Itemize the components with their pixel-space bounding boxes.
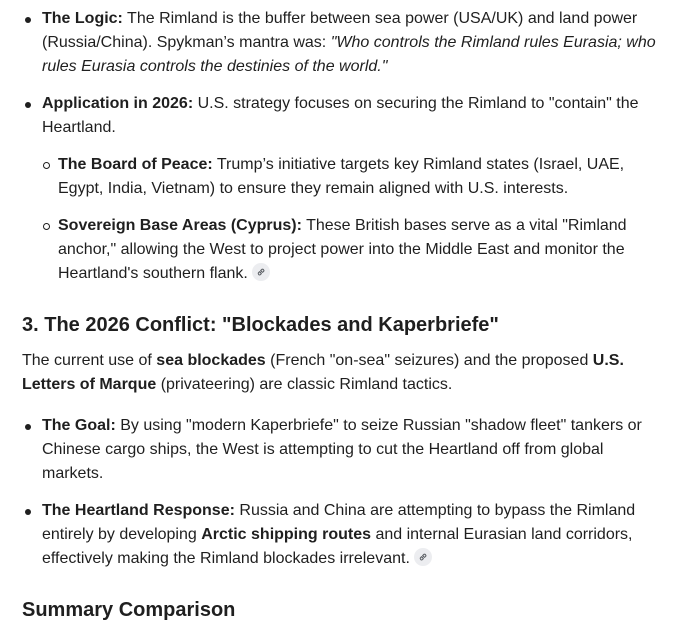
source-link-button[interactable] (252, 263, 270, 281)
spykman-quote: "Who controls the Rimland rules Eurasia; who rules Eurasia controls the destinies of the world." (42, 34, 656, 75)
list-item-the-goal (0, 414, 678, 486)
item-label: The Goal: (42, 417, 116, 434)
para-text: (French "on-sea" seizures) and the proposed (265, 352, 593, 369)
item-label: The Board of Peace: (58, 156, 213, 173)
para-bold: U.S. Letters of Marque (22, 352, 624, 393)
sub-item-sovereign-base-areas (0, 214, 678, 286)
para-text: The current use of (22, 352, 157, 369)
sub-item-board-of-peace (0, 153, 678, 201)
para-text: (privateering) are classic Rimland tactics. (156, 376, 453, 393)
item-text: and internal Eurasian land corridors, effectively making the Rimland blockades irrelevant. (42, 526, 633, 567)
source-link-button[interactable] (414, 548, 432, 566)
item-label: The Logic: (42, 10, 123, 27)
section-paragraph (0, 349, 678, 397)
list-item-heartland-response (0, 499, 678, 571)
item-text: U.S. strategy focuses on securing the Rimland to "contain" the Heartland. (42, 95, 639, 136)
sub-bullet-ring (43, 162, 50, 169)
sub-bullet-ring (43, 223, 50, 230)
item-text: The Rimland is the buffer between sea power (USA/UK) and land power (Russia/China). Spykman’s mantra was: (42, 10, 638, 51)
item-bold: Arctic shipping routes (201, 526, 372, 543)
bullet-dot (25, 509, 31, 515)
link-icon (418, 552, 428, 562)
item-text: By using "modern Kaperbriefe" to seize Russian "shadow fleet" tankers or Chinese cargo ships, the West is attempting to cut the Heartland off from global markets. (42, 417, 642, 482)
para-bold: sea blockades (156, 352, 266, 369)
bullet-dot (25, 424, 31, 430)
item-text: Trump’s initiative targets key Rimland states (Israel, UAE, Egypt, India, Vietnam) to ensure they remain aligned with U.S. interests. (58, 156, 625, 197)
item-text: Russia and China are attempting to bypass the Rimland entirely by developing (42, 502, 636, 543)
list-item-the-logic (0, 7, 678, 79)
section-heading-2026-conflict: 3. The 2026 Conflict: "Blockades and Kaperbriefe" (22, 314, 499, 336)
list-item-application-2026 (0, 92, 678, 140)
item-label: The Heartland Response: (42, 502, 235, 519)
section-heading-summary-comparison: Summary Comparison (22, 599, 236, 621)
item-label: Application in 2026: (42, 95, 194, 112)
item-label: Sovereign Base Areas (Cyprus): (58, 217, 302, 234)
bullet-dot (25, 17, 31, 23)
item-text: These British bases serve as a vital "Rimland anchor," allowing the West to project power into the Middle East and monitor the Heartland's southern flank. (58, 217, 627, 282)
bullet-dot (25, 102, 31, 108)
link-icon (256, 267, 266, 277)
